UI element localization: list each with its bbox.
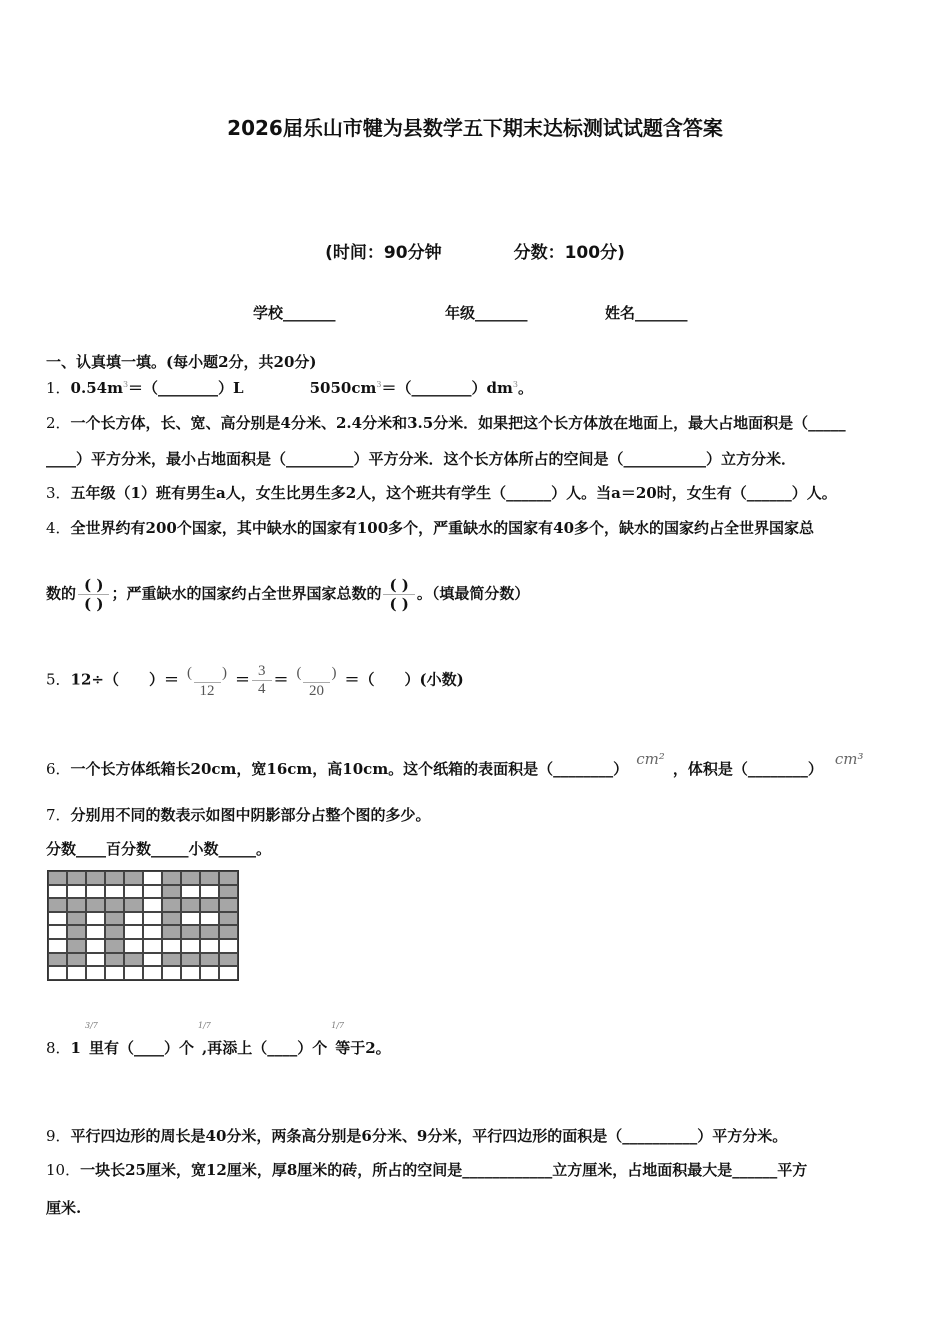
grid-cell-shaded [219,925,238,939]
fraction [181,661,233,700]
q8-text: 1 [70,1039,81,1057]
grid-cell-shaded [67,953,86,967]
school-field: 学校_______ [253,304,336,322]
grid-cell-shaded [124,953,143,967]
grid-cell-shaded [48,898,67,912]
q-num: 7． [46,806,71,824]
fraction-text: 3/7 [84,1021,98,1030]
grid-cell [48,939,67,953]
grid-cell [105,966,124,980]
grid-cell [143,953,162,967]
question-2-cont: ____）平方分米，最小占地面积是（_________）平方分米．这个长方体所占的空间是（___________）立方分米． [46,450,797,468]
grid-cell-shaded [162,871,181,885]
fraction [252,663,272,698]
q6-text: 一个长方体纸箱长20cm，宽16cm，高10cm。这个纸箱的表面积是（________） [70,760,629,778]
q5-text: ＝（ ）(小数) [344,670,464,689]
q4-text: 数的 [46,584,77,603]
fraction-text: 1/7 [198,1021,211,1030]
grid-cell [219,966,238,980]
grid-cell-shaded [105,939,124,953]
q1-sup: 3 [512,380,518,389]
question-6 [46,750,864,779]
denominator: ( ) [383,594,414,613]
question-10 [46,1159,807,1180]
numerator: ( ) [84,576,104,594]
question-9 [46,1125,787,1146]
grid-cell [48,912,67,926]
grid-cell [48,885,67,899]
grid-cell-shaded [105,953,124,967]
grid-cell-shaded [105,898,124,912]
q-num: 5． [46,670,71,689]
grid-cell [86,953,105,967]
question-7 [46,804,431,825]
time-limit: (时间：90分钟 [325,243,442,263]
q7-text: 分别用不同的数表示如图中阴影部分占整个图的多少。 [70,806,431,824]
grid-cell [200,912,219,926]
grid-cell-shaded [219,885,238,899]
grid-cell-shaded [181,953,200,967]
grid-cell [143,912,162,926]
grid-cell-shaded [181,871,200,885]
grid-cell [86,925,105,939]
q1-text: ＝（________）dm [381,379,513,397]
grid-cell-shaded [162,925,181,939]
grid-cell [162,939,181,953]
grid-cell-shaded [162,912,181,926]
question-2 [46,412,846,433]
shaded-grid-figure [47,870,239,981]
denominator: 12 [194,682,221,700]
grid-cell-shaded [67,925,86,939]
fraction-blank [383,576,414,613]
grid-cell [67,966,86,980]
grid-cell-shaded [200,898,219,912]
grid-cell [181,912,200,926]
q5-text: ＝ [235,670,251,689]
grid-cell [124,966,143,980]
grid-cell [181,939,200,953]
exam-meta [0,238,950,263]
grid-cell [219,939,238,953]
unit-cm2: cm² [636,750,665,768]
q-num: 2． [46,414,71,432]
grid-cell-shaded [162,898,181,912]
q-num: 4． [46,519,71,537]
grid-cell-shaded [86,898,105,912]
denominator: 20 [303,682,330,700]
q4-text: ；严重缺水的国家约占全世界国家总数的 [111,584,382,603]
question-4 [46,517,814,538]
q5-text: 12÷（ ）＝ [70,670,179,689]
grade-field: 年级_______ [445,304,528,322]
grid-cell [162,966,181,980]
q-num: 8． [46,1039,71,1057]
q6-text: ，体积是（________） [672,760,823,778]
numerator: ( ) [296,665,337,681]
numerator: 3 [258,663,266,679]
name-field: 姓名_______ [605,304,688,322]
section-heading: 一、认真填一填。(每小题2分，共20分) [46,353,317,371]
question-3 [46,482,837,503]
q-num: 9． [46,1127,71,1145]
numerator: ( ) [187,665,227,681]
q-num: 10． [46,1161,81,1179]
grid-cell [48,925,67,939]
grid-cell-shaded [162,953,181,967]
question-7-answer: 分数____百分数_____小数_____。 [46,840,272,858]
q8-text: ,再添上（____）个 [202,1039,328,1057]
grid-cell-shaded [105,912,124,926]
grid-cell [86,912,105,926]
grid-cell [124,885,143,899]
q10-text: 一块长25厘米，宽12厘米，厚8厘米的砖，所占的空间是____________立方厘米，占地面积最大是______平方 [80,1161,808,1179]
q2-text: 一个长方体，长、宽、高分别是4分米、2.4分米和3.5分米．如果把这个长方体放在地面上，最大占地面积是（_____ [70,414,846,432]
grid-cell [200,939,219,953]
grid-cell-shaded [105,925,124,939]
q1-sup: 3 [122,380,129,389]
q1-sup: 3 [376,380,382,389]
denominator: 4 [252,680,272,698]
grid-cell-shaded [200,953,219,967]
grid-cell [86,966,105,980]
grid-cell [200,966,219,980]
grid-cell-shaded [124,898,143,912]
question-8 [46,1021,391,1058]
grid-cell [143,939,162,953]
grid-cell-shaded [124,871,143,885]
grid-cell-shaded [48,871,67,885]
q4-text: 全世界约有200个国家，其中缺水的国家有100多个，严重缺水的国家有40多个，缺水的国家约占全世界国家总 [70,519,815,537]
grid-cell [143,885,162,899]
grid-cell-shaded [219,953,238,967]
fraction-text: 1/7 [331,1021,345,1030]
grid-cell-shaded [200,925,219,939]
q-num: 1． [46,379,71,397]
grid-cell-shaded [86,871,105,885]
grid-cell [181,966,200,980]
denominator: ( ) [78,594,109,613]
grid-cell [124,925,143,939]
document-title: 2026届乐山市犍为县数学五下期末达标测试试题含答案 [227,116,723,140]
unit-cm3: cm³ [834,750,864,768]
question-4-cont [46,576,529,613]
grid-cell-shaded [219,871,238,885]
grid-cell [86,885,105,899]
grid-cell-shaded [48,953,67,967]
question-1 [46,377,533,398]
grid-cell-shaded [200,871,219,885]
grid-cell-shaded [67,939,86,953]
grid-cell [124,939,143,953]
q4-text: 。（填最简分数） [416,584,530,603]
grid-cell-shaded [219,898,238,912]
q8-text: 等于2。 [335,1039,391,1057]
grid-cell-shaded [67,912,86,926]
grid-cell-shaded [219,912,238,926]
grid-cell [48,966,67,980]
grid-cell-shaded [181,925,200,939]
question-10-cont: 厘米. [46,1199,82,1217]
grid-cell-shaded [105,871,124,885]
grid-cell-shaded [67,871,86,885]
q1-text: ＝（________）L [128,379,244,397]
q3-text: 五年级（1）班有男生a人，女生比男生多2人，这个班共有学生（______）人。当a＝20时，女生有（______）人。 [70,484,837,502]
grid-cell [124,912,143,926]
fraction-blank [78,576,109,613]
q-num: 6． [46,760,71,778]
grid-cell-shaded [162,885,181,899]
grid-cell [67,885,86,899]
grid-cell [143,871,162,885]
q1-text: 5050cm [309,379,377,397]
question-5 [46,661,464,700]
grid-cell [143,925,162,939]
grid-cell [105,885,124,899]
total-score: 分数：100分) [513,243,625,263]
grid-cell [181,885,200,899]
grid-cell-shaded [181,898,200,912]
grid-cell [143,898,162,912]
grid-cell [143,966,162,980]
fraction [291,661,343,700]
q-num: 3． [46,484,71,502]
grid-cell-shaded [67,898,86,912]
grid-cell [200,885,219,899]
q1-text: 。 [517,379,533,397]
q8-text: 里有（____）个 [88,1039,194,1057]
q1-text: 0.54m [70,379,123,397]
q5-text: ＝ [273,670,289,689]
q9-text: 平行四边形的周长是40分米，两条高分别是6分米、9分米，平行四边形的面积是（__________）平方分米。 [70,1127,788,1145]
grid-cell [86,939,105,953]
numerator: ( ) [389,576,409,594]
